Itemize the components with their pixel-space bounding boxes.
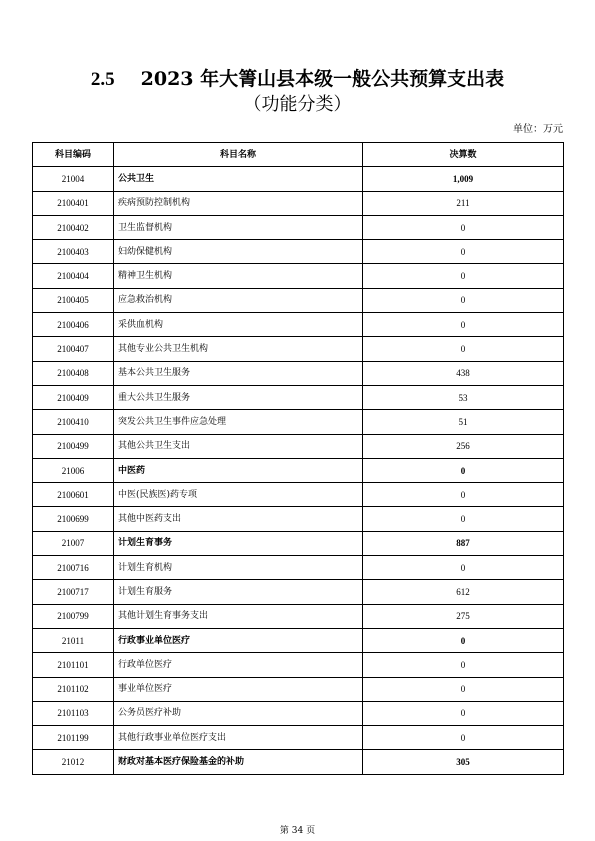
cell-value: 0: [363, 337, 564, 361]
table-row: [33, 580, 564, 604]
cell-name: 疾病预防控制机构: [114, 191, 363, 215]
cell-value: 51: [363, 410, 564, 434]
cell-name: 公共卫生: [114, 167, 363, 191]
table-row: [33, 628, 564, 652]
cell-name: 其他行政事业单位医疗支出: [114, 726, 363, 750]
table-row: [33, 677, 564, 701]
cell-name: 计划生育服务: [114, 580, 363, 604]
table-row: [33, 191, 564, 215]
cell-value: 0: [363, 701, 564, 725]
cell-name: 突发公共卫生事件应急处理: [114, 410, 363, 434]
cell-name: 计划生育机构: [114, 556, 363, 580]
cell-value: 438: [363, 361, 564, 385]
cell-value: 0: [363, 483, 564, 507]
cell-value: 0: [363, 458, 564, 482]
table-row: [33, 410, 564, 434]
cell-value: 0: [363, 628, 564, 652]
cell-value: 0: [363, 507, 564, 531]
cell-name: 中医药: [114, 458, 363, 482]
cell-value: 0: [363, 264, 564, 288]
cell-code: 2100716: [33, 556, 114, 580]
table-row: [33, 434, 564, 458]
table-row: [33, 750, 564, 774]
table-row: [33, 240, 564, 264]
table-row: [33, 313, 564, 337]
cell-name: 应急救治机构: [114, 288, 363, 312]
table-row: [33, 604, 564, 628]
cell-name: 行政单位医疗: [114, 653, 363, 677]
table-row: [33, 288, 564, 312]
cell-name: 其他计划生育事务支出: [114, 604, 363, 628]
cell-code: 2101199: [33, 726, 114, 750]
cell-name: 其他公共卫生支出: [114, 434, 363, 458]
cell-value: 887: [363, 531, 564, 555]
table-row: [33, 701, 564, 725]
cell-code: 2100409: [33, 385, 114, 409]
cell-value: 0: [363, 215, 564, 239]
cell-code: 2100404: [33, 264, 114, 288]
table-row: [33, 264, 564, 288]
cell-name: 其他中医药支出: [114, 507, 363, 531]
table-row: [33, 385, 564, 409]
cell-code: 21011: [33, 628, 114, 652]
cell-name: 计划生育事务: [114, 531, 363, 555]
cell-name: 卫生监督机构: [114, 215, 363, 239]
title-main: 2023 年大箐山县本级一般公共预算支出表: [140, 68, 505, 90]
cell-code: 21012: [33, 750, 114, 774]
cell-name: 基本公共卫生服务: [114, 361, 363, 385]
cell-code: 2100699: [33, 507, 114, 531]
table-row: [33, 337, 564, 361]
cell-code: 2101103: [33, 701, 114, 725]
cell-value: 0: [363, 653, 564, 677]
cell-value: 256: [363, 434, 564, 458]
page-subtitle: （功能分类）: [243, 94, 352, 115]
cell-value: 211: [363, 191, 564, 215]
cell-name: 其他专业公共卫生机构: [114, 337, 363, 361]
table-row: [33, 726, 564, 750]
table-row: [33, 483, 564, 507]
cell-name: 中医(民族医)药专项: [114, 483, 363, 507]
unit-label: 单位：万元: [513, 124, 563, 135]
cell-code: 2100405: [33, 288, 114, 312]
cell-value: 0: [363, 556, 564, 580]
cell-code: 2101102: [33, 677, 114, 701]
page-title: [0, 66, 595, 93]
cell-code: 2100601: [33, 483, 114, 507]
header-name: 科目名称: [114, 143, 363, 167]
cell-value: 305: [363, 750, 564, 774]
cell-value: 0: [363, 240, 564, 264]
cell-code: 2100408: [33, 361, 114, 385]
table-row: [33, 215, 564, 239]
budget-table: [32, 142, 564, 775]
cell-value: 53: [363, 385, 564, 409]
cell-value: 1,009: [363, 167, 564, 191]
table-row: [33, 531, 564, 555]
cell-name: 采供血机构: [114, 313, 363, 337]
cell-value: 0: [363, 726, 564, 750]
cell-code: 2100499: [33, 434, 114, 458]
cell-name: 妇幼保健机构: [114, 240, 363, 264]
cell-value: 275: [363, 604, 564, 628]
cell-code: 2100401: [33, 191, 114, 215]
table-row: [33, 361, 564, 385]
table-row: [33, 458, 564, 482]
cell-name: 公务员医疗补助: [114, 701, 363, 725]
cell-name: 重大公共卫生服务: [114, 385, 363, 409]
cell-value: 0: [363, 677, 564, 701]
table-row: [33, 507, 564, 531]
table-row: [33, 556, 564, 580]
cell-code: 2101101: [33, 653, 114, 677]
cell-value: 0: [363, 313, 564, 337]
cell-name: 行政事业单位医疗: [114, 628, 363, 652]
cell-value: 612: [363, 580, 564, 604]
table-row: [33, 653, 564, 677]
cell-code: 21006: [33, 458, 114, 482]
page-number: 第 34 页: [279, 826, 316, 836]
cell-code: 2100410: [33, 410, 114, 434]
cell-code: 2100717: [33, 580, 114, 604]
cell-code: 2100402: [33, 215, 114, 239]
cell-code: 2100406: [33, 313, 114, 337]
cell-code: 21004: [33, 167, 114, 191]
table-header-row: [33, 143, 564, 167]
cell-name: 财政对基本医疗保险基金的补助: [114, 750, 363, 774]
cell-code: 2100407: [33, 337, 114, 361]
cell-name: 事业单位医疗: [114, 677, 363, 701]
header-code: 科目编码: [33, 143, 114, 167]
cell-name: 精神卫生机构: [114, 264, 363, 288]
cell-code: 21007: [33, 531, 114, 555]
table-row: [33, 167, 564, 191]
header-value: 决算数: [363, 143, 564, 167]
cell-value: 0: [363, 288, 564, 312]
cell-code: 2100403: [33, 240, 114, 264]
title-number: 2.5: [90, 69, 115, 90]
cell-code: 2100799: [33, 604, 114, 628]
